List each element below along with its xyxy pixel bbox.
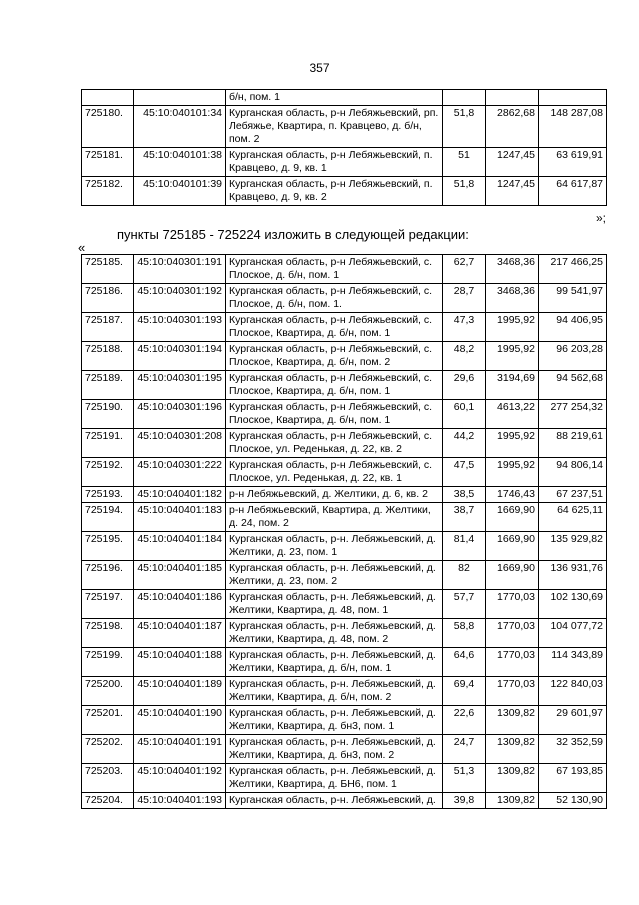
rate-cell: 1247,45 (486, 177, 539, 206)
table-top (81, 89, 607, 206)
row-number-cell: 725189. (82, 371, 134, 400)
address-cell: Курганская область, р-н. Лебяжьевский, д. Желтики, Квартира, д. 48, пом. 1 (226, 590, 443, 619)
cadastral-number-cell: 45:10:040101:38 (134, 148, 226, 177)
address-cell: Курганская область, р-н Лебяжьевский, с. Плоское, Квартира, д. б/н, пом. 1 (226, 371, 443, 400)
table-row (82, 458, 607, 487)
closing-quote: »; (596, 211, 607, 225)
address-cell: р-н Лебяжьевский, д. Желтики, д. 6, кв. 2 (226, 487, 443, 503)
area-cell: 47,3 (443, 313, 486, 342)
table-row (82, 342, 607, 371)
area-cell: 44,2 (443, 429, 486, 458)
cadastral-value-cell: 94 562,68 (539, 371, 607, 400)
cadastral-value-cell: 136 931,76 (539, 561, 607, 590)
area-cell: 69,4 (443, 677, 486, 706)
rate-cell: 1309,82 (486, 793, 539, 809)
area-cell (443, 90, 486, 106)
cadastral-number-cell: 45:10:040401:188 (134, 648, 226, 677)
table-row (82, 284, 607, 313)
row-number-cell: 725196. (82, 561, 134, 590)
area-cell: 51,8 (443, 177, 486, 206)
area-cell: 28,7 (443, 284, 486, 313)
cadastral-value-cell: 277 254,32 (539, 400, 607, 429)
row-number-cell: 725198. (82, 619, 134, 648)
table-row (82, 706, 607, 735)
row-number-cell (82, 90, 134, 106)
cadastral-number-cell: 45:10:040401:185 (134, 561, 226, 590)
cadastral-number-cell: 45:10:040401:189 (134, 677, 226, 706)
area-cell: 51 (443, 148, 486, 177)
table-row (82, 561, 607, 590)
table-row (82, 255, 607, 284)
table-row (82, 590, 607, 619)
cadastral-value-cell: 94 406,95 (539, 313, 607, 342)
table-row (82, 90, 607, 106)
cadastral-value-cell: 135 929,82 (539, 532, 607, 561)
row-number-cell: 725190. (82, 400, 134, 429)
address-cell: Курганская область, р-н. Лебяжьевский, д. Желтики, Квартира, д. б/н, пом. 2 (226, 677, 443, 706)
cadastral-value-cell: 67 237,51 (539, 487, 607, 503)
area-cell: 38,7 (443, 503, 486, 532)
rate-cell: 4613,22 (486, 400, 539, 429)
rate-cell: 1995,92 (486, 429, 539, 458)
rate-cell: 1746,43 (486, 487, 539, 503)
address-cell: Курганская область, р-н Лебяжьевский, с. Плоское, ул. Реденькая, д. 22, кв. 1 (226, 458, 443, 487)
row-number-cell: 725186. (82, 284, 134, 313)
row-number-cell: 725187. (82, 313, 134, 342)
row-number-cell: 725203. (82, 764, 134, 793)
address-cell: р-н Лебяжьевский, Квартира, д. Желтики, д. 24, пом. 2 (226, 503, 443, 532)
row-number-cell: 725202. (82, 735, 134, 764)
cadastral-number-cell: 45:10:040401:186 (134, 590, 226, 619)
area-cell: 58,8 (443, 619, 486, 648)
table-row (82, 677, 607, 706)
cadastral-number-cell: 45:10:040301:196 (134, 400, 226, 429)
table-row (82, 648, 607, 677)
opening-quote: « (78, 240, 86, 255)
area-cell: 48,2 (443, 342, 486, 371)
cadastral-number-cell: 45:10:040401:184 (134, 532, 226, 561)
address-cell: Курганская область, р-н. Лебяжьевский, д. Желтики, д. 23, пом. 1 (226, 532, 443, 561)
area-cell: 22,6 (443, 706, 486, 735)
cadastral-value-cell: 114 343,89 (539, 648, 607, 677)
cadastral-value-cell: 29 601,97 (539, 706, 607, 735)
cadastral-value-cell: 67 193,85 (539, 764, 607, 793)
area-cell: 51,3 (443, 764, 486, 793)
table-main (81, 254, 607, 809)
cadastral-number-cell: 45:10:040401:187 (134, 619, 226, 648)
cadastral-value-cell: 88 219,61 (539, 429, 607, 458)
cadastral-number-cell: 45:10:040101:34 (134, 106, 226, 148)
cadastral-value-cell: 52 130,90 (539, 793, 607, 809)
cadastral-value-cell: 96 203,28 (539, 342, 607, 371)
area-cell: 38,5 (443, 487, 486, 503)
rate-cell: 1770,03 (486, 648, 539, 677)
table-row (82, 371, 607, 400)
address-cell: Курганская область, р-н. Лебяжьевский, д. Желтики, Квартира, д. бн3, пом. 2 (226, 735, 443, 764)
address-cell: б/н, пом. 1 (226, 90, 443, 106)
address-cell: Курганская область, р-н Лебяжьевский, п. Кравцево, д. 9, кв. 2 (226, 177, 443, 206)
rate-cell: 1669,90 (486, 532, 539, 561)
area-cell: 47,5 (443, 458, 486, 487)
cadastral-number-cell: 45:10:040301:195 (134, 371, 226, 400)
cadastral-number-cell: 45:10:040301:193 (134, 313, 226, 342)
area-cell: 24,7 (443, 735, 486, 764)
rate-cell: 1309,82 (486, 735, 539, 764)
rate-cell: 1995,92 (486, 342, 539, 371)
cadastral-value-cell: 104 077,72 (539, 619, 607, 648)
row-number-cell: 725204. (82, 793, 134, 809)
cadastral-value-cell: 122 840,03 (539, 677, 607, 706)
area-cell: 81,4 (443, 532, 486, 561)
cadastral-number-cell: 45:10:040401:191 (134, 735, 226, 764)
table-row (82, 764, 607, 793)
row-number-cell: 725180. (82, 106, 134, 148)
cadastral-value-cell: 32 352,59 (539, 735, 607, 764)
rate-cell: 1770,03 (486, 619, 539, 648)
row-number-cell: 725195. (82, 532, 134, 561)
table-row (82, 532, 607, 561)
rate-cell: 3194,69 (486, 371, 539, 400)
cadastral-value-cell: 64 625,11 (539, 503, 607, 532)
row-number-cell: 725201. (82, 706, 134, 735)
address-cell: Курганская область, р-н Лебяжьевский, с. Плоское, Квартира, д. б/н, пом. 2 (226, 342, 443, 371)
table-row (82, 619, 607, 648)
rate-cell: 1309,82 (486, 706, 539, 735)
rate-cell: 1669,90 (486, 561, 539, 590)
rate-cell: 1669,90 (486, 503, 539, 532)
table-row (82, 503, 607, 532)
page-number: 357 (309, 61, 330, 75)
address-cell: Курганская область, р-н. Лебяжьевский, д. Желтики, д. 23, пом. 2 (226, 561, 443, 590)
area-cell: 82 (443, 561, 486, 590)
address-cell: Курганская область, р-н. Лебяжьевский, д. Желтики, Квартира, д. БН6, пом. 1 (226, 764, 443, 793)
rate-cell: 1770,03 (486, 590, 539, 619)
rate-cell: 1247,45 (486, 148, 539, 177)
rate-cell: 1995,92 (486, 458, 539, 487)
table-row (82, 400, 607, 429)
cadastral-value-cell: 64 617,87 (539, 177, 607, 206)
row-number-cell: 725182. (82, 177, 134, 206)
table-row (82, 735, 607, 764)
address-cell: Курганская область, р-н. Лебяжьевский, д. Желтики, Квартира, д. 48, пом. 2 (226, 619, 443, 648)
address-cell: Курганская область, р-н Лебяжьевский, с. Плоское, Квартира, д. б/н, пом. 1 (226, 313, 443, 342)
table-row (82, 148, 607, 177)
area-cell: 62,7 (443, 255, 486, 284)
area-cell: 39,8 (443, 793, 486, 809)
rate-cell: 3468,36 (486, 255, 539, 284)
rate-cell: 3468,36 (486, 284, 539, 313)
cadastral-number-cell: 45:10:040401:183 (134, 503, 226, 532)
rate-cell: 1995,92 (486, 313, 539, 342)
cadastral-value-cell: 102 130,69 (539, 590, 607, 619)
address-cell: Курганская область, р-н Лебяжьевский, с. Плоское, ул. Реденькая, д. 22, кв. 2 (226, 429, 443, 458)
rate-cell: 1309,82 (486, 764, 539, 793)
table-row (82, 313, 607, 342)
row-number-cell: 725193. (82, 487, 134, 503)
cadastral-number-cell: 45:10:040301:208 (134, 429, 226, 458)
address-cell: Курганская область, р-н Лебяжьевский, рп. Лебяжье, Квартира, п. Кравцево, д. б/н, пом. 2 (226, 106, 443, 148)
area-cell: 51,8 (443, 106, 486, 148)
address-cell: Курганская область, р-н. Лебяжьевский, д. Желтики, Квартира, д. б/н, пом. 1 (226, 648, 443, 677)
cadastral-number-cell: 45:10:040401:182 (134, 487, 226, 503)
cadastral-number-cell: 45:10:040101:39 (134, 177, 226, 206)
cadastral-value-cell: 217 466,25 (539, 255, 607, 284)
row-number-cell: 725194. (82, 503, 134, 532)
row-number-cell: 725191. (82, 429, 134, 458)
address-cell: Курганская область, р-н Лебяжьевский, п. Кравцево, д. 9, кв. 1 (226, 148, 443, 177)
cadastral-number-cell (134, 90, 226, 106)
address-cell: Курганская область, р-н Лебяжьевский, с. Плоское, д. б/н, пом. 1. (226, 284, 443, 313)
table-row (82, 487, 607, 503)
area-cell: 29,6 (443, 371, 486, 400)
cadastral-value-cell: 63 619,91 (539, 148, 607, 177)
address-cell: Курганская область, р-н. Лебяжьевский, д. (226, 793, 443, 809)
rate-cell (486, 90, 539, 106)
row-number-cell: 725192. (82, 458, 134, 487)
table-row (82, 106, 607, 148)
row-number-cell: 725197. (82, 590, 134, 619)
rate-cell: 2862,68 (486, 106, 539, 148)
amendment-instruction: пункты 725185 - 725224 изложить в следующей редакции: (117, 227, 469, 242)
cadastral-number-cell: 45:10:040401:193 (134, 793, 226, 809)
area-cell: 57,7 (443, 590, 486, 619)
address-cell: Курганская область, р-н Лебяжьевский, с. Плоское, д. б/н, пом. 1 (226, 255, 443, 284)
cadastral-value-cell: 99 541,97 (539, 284, 607, 313)
cadastral-value-cell (539, 90, 607, 106)
cadastral-number-cell: 45:10:040301:192 (134, 284, 226, 313)
table-row (82, 429, 607, 458)
address-cell: Курганская область, р-н. Лебяжьевский, д. Желтики, Квартира, д. бн3, пом. 1 (226, 706, 443, 735)
cadastral-value-cell: 148 287,08 (539, 106, 607, 148)
address-cell: Курганская область, р-н Лебяжьевский, с. Плоское, Квартира, д. б/н, пом. 1 (226, 400, 443, 429)
cadastral-value-cell: 94 806,14 (539, 458, 607, 487)
table-row (82, 793, 607, 809)
table-row (82, 177, 607, 206)
cadastral-number-cell: 45:10:040301:191 (134, 255, 226, 284)
row-number-cell: 725199. (82, 648, 134, 677)
row-number-cell: 725181. (82, 148, 134, 177)
row-number-cell: 725200. (82, 677, 134, 706)
row-number-cell: 725188. (82, 342, 134, 371)
row-number-cell: 725185. (82, 255, 134, 284)
area-cell: 60,1 (443, 400, 486, 429)
cadastral-number-cell: 45:10:040401:190 (134, 706, 226, 735)
rate-cell: 1770,03 (486, 677, 539, 706)
cadastral-number-cell: 45:10:040401:192 (134, 764, 226, 793)
cadastral-number-cell: 45:10:040301:222 (134, 458, 226, 487)
area-cell: 64,6 (443, 648, 486, 677)
cadastral-number-cell: 45:10:040301:194 (134, 342, 226, 371)
